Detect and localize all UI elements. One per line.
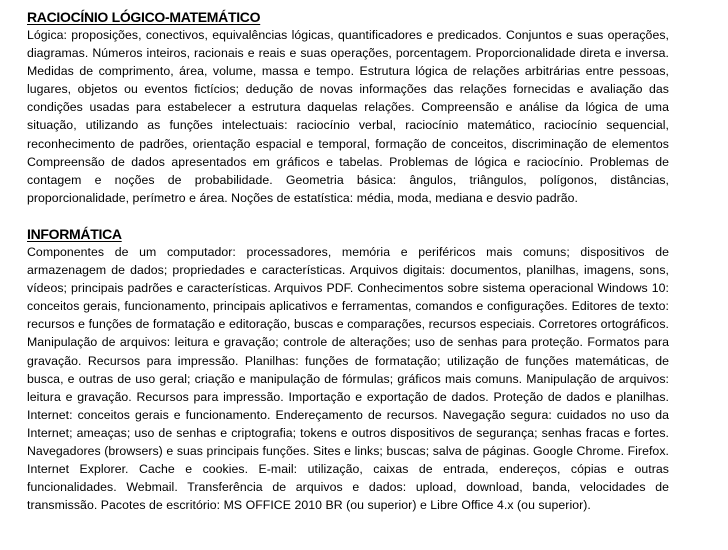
section-title: RACIOCÍNIO LÓGICO-MATEMÁTICO (27, 9, 261, 25)
section-body: Lógica: proposições, conectivos, equivalências lógicas, quantificadores e predicados. Conjuntos e suas operações, diagramas. Números inteiros, racionais e reais e suas operações, porcentagem. Proporcionalidade direta e inversa. Medidas de comprimento, área, volume, massa e tempo. Estrutura lógica de relações arbitrárias entre pessoas, lugares, objetos ou eventos fictícios; dedução de novas informações das relações fornecidas e avaliação das condições usadas para estabelecer a estrutura daquelas relações. Compreensão e análise da lógica de uma situação, utilizando as funções intelectuais: raciocínio verbal, raciocínio matemático, raciocínio sequencial, reconhecimento de padrões, orientação espacial e temporal, formação de conceitos, discriminação de elementos Compreensão de dados apresentados em gráficos e tabelas. Problemas de lógica e raciocínio. Problemas de contagem e noções de probabilidade. Geometria básica: ângulos, triângulos, polígonos, distâncias, proporcionalidade, perímetro e área. Noções de estatística: média, moda, mediana e desvio padrão. (27, 28, 669, 205)
section-title: INFORMÁTICA (27, 225, 122, 242)
section-informatica (27, 225, 669, 514)
section-body: Componentes de um computador: processadores, memória e periféricos mais comuns; dispositivos de armazenagem de dados; propriedades e características. Arquivos digitais: documentos, planilhas, imagens, sons, vídeos; principais padrões e características. Arquivos PDF. Conhecimentos sobre sistema operacional Windows 10: conceitos gerais, funcionamento, principais aplicativos e ferramentas, comandos e configurações. Editores de texto: recursos e funções de formatação e editoração, buscas e comparações, recursos especiais. Corretores ortográficos. Manipulação de arquivos: leitura e gravação; controle de alterações; uso de senhas para proteção. Formatos para gravação. Recursos para impressão. Planilhas: funções de formatação; utilização de funções matemáticas, de busca, e outras de uso geral; criação e manipulação de fórmulas; gráficos mais comuns. Manipulação de arquivos: leitura e gravação. Recursos para impressão. Importação e exportação de dados. Proteção de dados e planilhas. Internet: conceitos gerais e funcionamento. Endereçamento de recursos. Navegação segura: cuidados no uso da Internet; ameaças; uso de senhas e criptografia; tokens e outros dispositivos de segurança; senhas fracas e fortes. Navegadores (browsers) e suas principais funções. Sites e links; buscas; salva de páginas. Google Chrome. Firefox. Internet Explorer. Cache e cookies. E-mail: utilização, caixas de entrada, endereços, cópias e outras funcionalidades. Webmail. Transferência de arquivos e dados: upload, download, banda, velocidades de transmissão. Pacotes de escritório: MS OFFICE 2010 BR (ou superior) e Libre Office 4.x (ou superior). (27, 244, 669, 513)
document-page (27, 8, 669, 514)
section-raciocinio-logico (27, 8, 669, 207)
